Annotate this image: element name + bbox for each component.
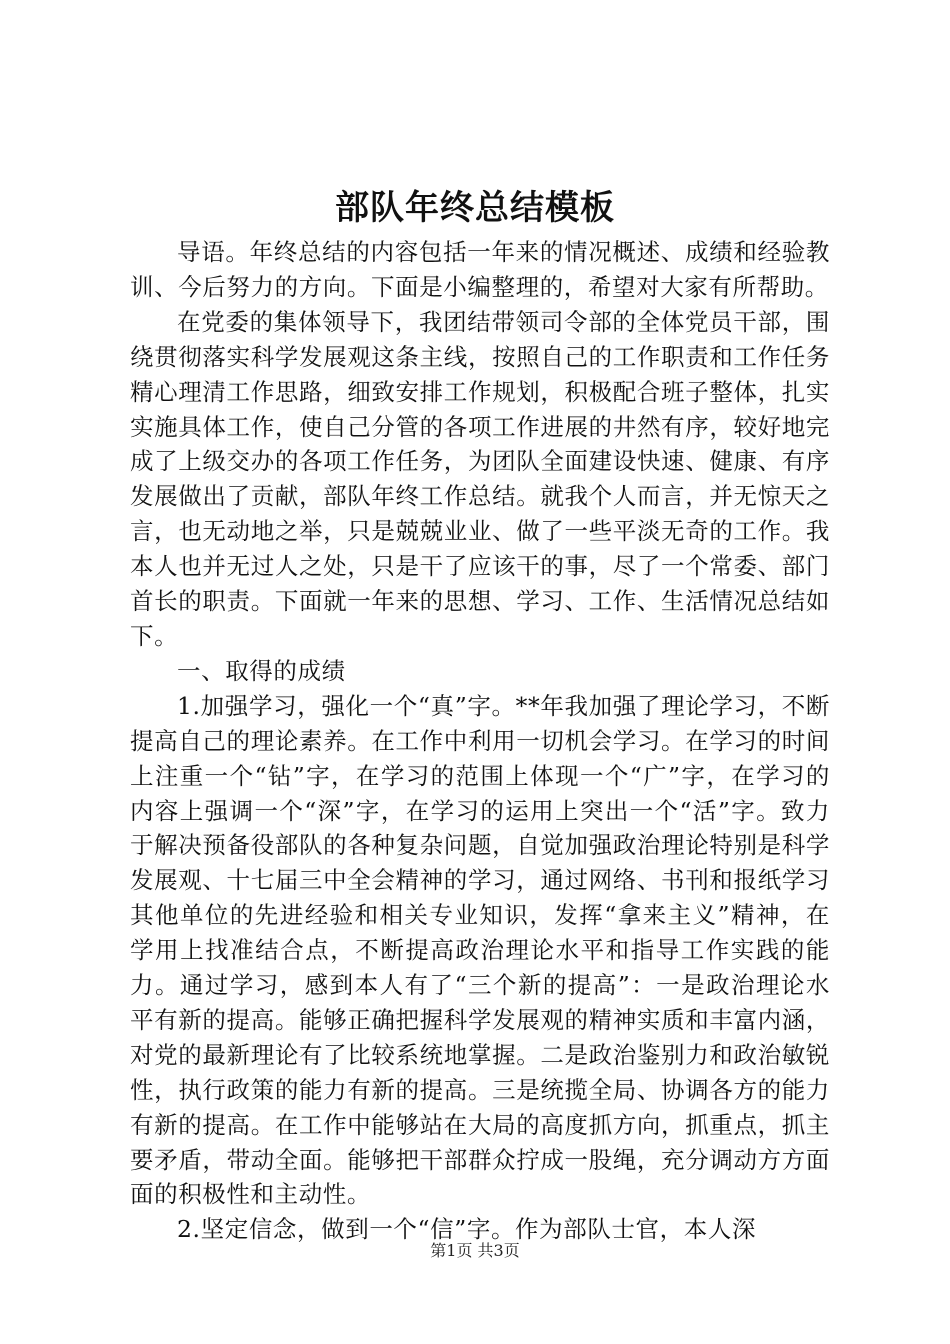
body-paragraph: 1.加强学习，强化一个“真”字。**年我加强了理论学习，不断提高自己的理论素养。在工作中利用一切机会学习。在学习的时间上注重一个“钻”字，在学习的范围上体现一个“广”字，在学习的内容上强调一个“深”字，在学习的运用上突出一个“活”字。致力于解决预备役部队的各种复杂问题，自觉加强政治理论特别是科学发展观、十七届三中全会精神的学习，通过网络、书刊和报纸学习其他单位的先进经验和相关专业知识，发挥“拿来主义”精神，在学用上找准结合点，不断提高政治理论水平和指导工作实践的能力。通过学习，感到本人有了“三个新的提高”：一是政治理论水平有新的提高。能够正确把握科学发展观的精神实质和丰富内涵，对党的最新理论有了比较系统地掌握。二是政治鉴别力和政治敏锐性，执行政策的能力有新的提高。三是统揽全局、协调各方的能力有新的提高。在工作中能够站在大局的高度抓方向，抓重点，抓主要矛盾，带动全面。能够把干部群众拧成一股绳，充分调动方方面面的积极性和主动性。 [130, 691, 830, 1209]
document-body [130, 235, 830, 1247]
page-footer: 第1页 共3页 [430, 1241, 520, 1260]
document-title: 部队年终总结模板 [335, 188, 615, 228]
body-paragraph: 在党委的集体领导下，我团结带领司令部的全体党员干部，围绕贯彻落实科学发展观这条主线，按照自己的工作职责和工作任务精心理清工作思路，细致安排工作规划，积极配合班子整体，扎实实施具体工作，使自己分管的各项工作进展的井然有序，较好地完成了上级交办的各项工作任务，为团队全面建设快速、健康、有序发展做出了贡献，部队年终工作总结。就我个人而言，并无惊天之言，也无动地之举，只是兢兢业业、做了一些平淡无奇的工作。我本人也并无过人之处，只是干了应该干的事，尽了一个常委、部门首长的职责。下面就一年来的思想、学习、工作、生活情况总结如下。 [130, 307, 830, 650]
body-paragraph: 2.坚定信念，做到一个“信”字。作为部队士官，本人深 [177, 1215, 757, 1244]
intro-paragraph: 导语。年终总结的内容包括一年来的情况概述、成绩和经验教训、今后努力的方向。下面是小编整理的，希望对大家有所帮助。 [130, 238, 830, 301]
section-heading: 一、取得的成绩 [177, 656, 346, 685]
